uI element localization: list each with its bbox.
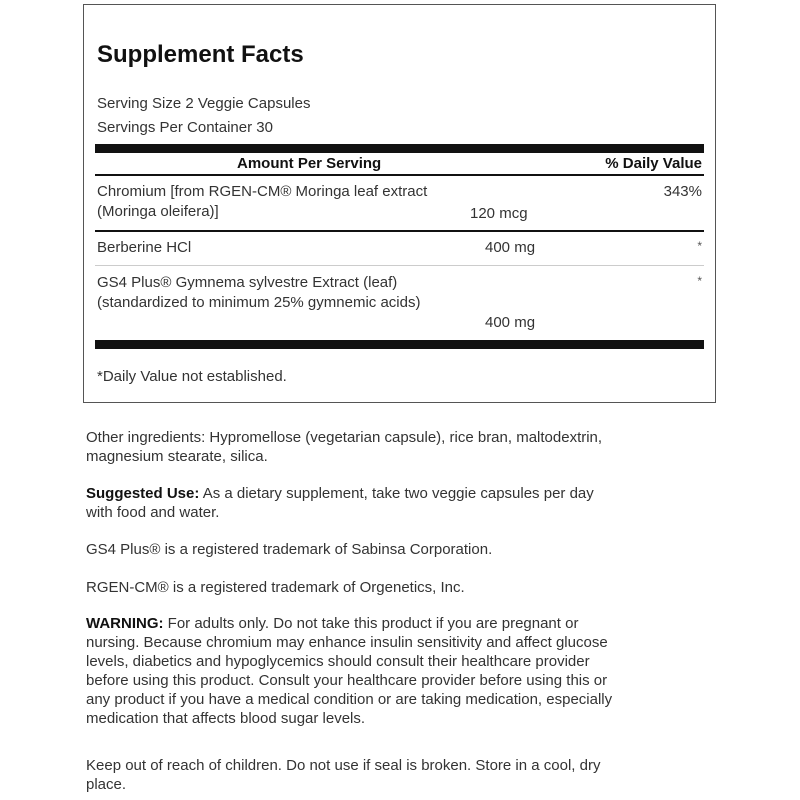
berberine-label: Berberine HCl [97,239,192,256]
warning-label: WARNING: [86,615,164,632]
chromium-label-line1: Chromium [from RGEN-CM® Moringa leaf extract [97,183,428,200]
row-divider-2 [95,265,704,266]
suggested-use: Suggested Use: As a dietary supplement, take two veggie capsules per day with food and water. [86,485,594,521]
gymnema-dv: * [697,274,702,288]
gymnema-label-line1: GS4 Plus® Gymnema sylvestre Extract (leaf) [97,274,398,291]
chromium-label-line2: (Moringa oleifera)] [97,203,219,220]
chromium-dv: 343% [663,183,702,200]
amount-per-serving-header: Amount Per Serving [237,155,382,172]
berberine-amount: 400 mg [485,239,536,256]
supplement-facts-panel [83,4,716,403]
chromium-amount: 120 mcg [470,205,528,222]
other-ingredients: Other ingredients: Hypromellose (vegetarian capsule), rice bran, maltodextrin, magnesium stearate, silica. [86,429,603,465]
header-divider [95,174,704,176]
trademark-rgen: RGEN-CM® is a registered trademark of Orgenetics, Inc. [86,579,465,596]
serving-size: Serving Size 2 Veggie Capsules [97,95,311,112]
suggested-use-label: Suggested Use: [86,485,200,502]
thick-divider-top [95,144,704,153]
daily-value-header: % Daily Value [605,155,702,172]
berberine-dv: * [697,239,702,253]
row-divider-1 [95,230,704,232]
warning: WARNING: For adults only. Do not take this product if you are pregnant or nursing. Because chromium may enhance insulin sensitivity and affect glucose levels, diabetics and hypoglycemics should consult their healthcare provider before using this product. Consult your healthcare provider before using this or any product if you have a medical condition or are taking medication, especially medication that affects blood sugar levels. [86,615,613,727]
servings-per-container: Servings Per Container 30 [97,119,273,136]
gymnema-label-line2: (standardized to minimum 25% gymnemic acids) [97,294,421,311]
thick-divider-bottom [95,340,704,349]
footnote: *Daily Value not established. [97,368,287,385]
gymnema-amount: 400 mg [485,314,536,331]
trademark-gs4: GS4 Plus® is a registered trademark of Sabinsa Corporation. [86,541,493,558]
storage-instructions: Keep out of reach of children. Do not use if seal is broken. Store in a cool, dry place. [86,757,601,793]
facts-title: Supplement Facts [97,41,304,68]
